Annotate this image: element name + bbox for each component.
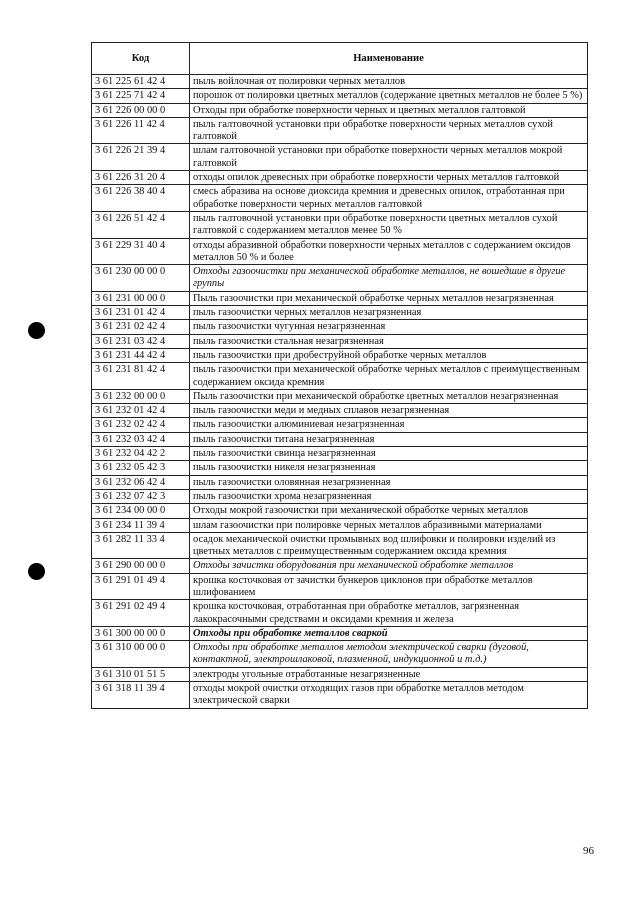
row-code: 3 61 290 00 00 0 <box>92 559 190 573</box>
row-code: 3 61 231 00 00 0 <box>92 291 190 305</box>
row-name: пыль газоочистки хрома незагрязненная <box>190 489 588 503</box>
row-name: пыль газоочистки меди и медных сплавов незагрязненная <box>190 404 588 418</box>
binder-hole-bottom <box>28 563 45 580</box>
table-row <box>92 447 588 461</box>
row-code: 3 61 231 03 42 4 <box>92 334 190 348</box>
row-name: пыль войлочная от полировки черных металлов <box>190 75 588 89</box>
table-row <box>92 171 588 185</box>
row-code: 3 61 282 11 33 4 <box>92 532 190 559</box>
row-code: 3 61 230 00 00 0 <box>92 265 190 292</box>
row-code: 3 61 232 03 42 4 <box>92 432 190 446</box>
row-name: порошок от полировки цветных металлов (содержание цветных металлов не более 5 %) <box>190 89 588 103</box>
table-row <box>92 504 588 518</box>
row-code: 3 61 232 05 42 3 <box>92 461 190 475</box>
table-row <box>92 626 588 640</box>
row-name: осадок механической очистки промывных вод шлифовки и полировки изделий из цветных металлов с преимущественным содержанием оксида кремния <box>190 532 588 559</box>
table-row <box>92 334 588 348</box>
row-code: 3 61 234 11 39 4 <box>92 518 190 532</box>
header-name: Наименование <box>190 43 588 75</box>
row-name: Пыль газоочистки при механической обработке черных металлов незагрязненная <box>190 291 588 305</box>
row-name: Отходы при обработке металлов методом электрической сварки (дуговой, контактной, электрошлаковой, плазменной, индукционной и т.д.) <box>190 641 588 668</box>
row-name: Отходы зачистки оборудования при механической обработке металлов <box>190 559 588 573</box>
row-code: 3 61 231 01 42 4 <box>92 306 190 320</box>
row-name: шлам газоочистки при полировке черных металлов абразивными материалами <box>190 518 588 532</box>
row-code: 3 61 231 44 42 4 <box>92 348 190 362</box>
row-name: пыль газоочистки чугунная незагрязненная <box>190 320 588 334</box>
row-code: 3 61 232 02 42 4 <box>92 418 190 432</box>
table-row <box>92 475 588 489</box>
table-row <box>92 404 588 418</box>
table-row <box>92 238 588 265</box>
row-name: электроды угольные отработанные незагрязненные <box>190 667 588 681</box>
header-code: Код <box>92 43 190 75</box>
table-row <box>92 211 588 238</box>
row-name: пыль газоочистки при дробеструйной обработке черных металлов <box>190 348 588 362</box>
row-code: 3 61 310 01 51 5 <box>92 667 190 681</box>
row-name: пыль галтовочной установки при обработке поверхности черных металлов сухой галтовкой <box>190 117 588 144</box>
row-code: 3 61 226 21 39 4 <box>92 144 190 171</box>
row-code: 3 61 291 01 49 4 <box>92 573 190 600</box>
row-code: 3 61 318 11 39 4 <box>92 682 190 709</box>
row-code: 3 61 226 00 00 0 <box>92 103 190 117</box>
row-name: крошка косточковая, отработанная при обработке металлов, загрязненная лакокрасочными средствами и оксидами кремния и железа <box>190 600 588 627</box>
row-name: отходы мокрой очистки отходящих газов при обработке металлов методом электрической сварки <box>190 682 588 709</box>
page-number: 96 <box>583 845 594 857</box>
table-row <box>92 489 588 503</box>
table-row <box>92 185 588 212</box>
table-row <box>92 320 588 334</box>
table-row <box>92 432 588 446</box>
row-name: отходы абразивной обработки поверхности черных металлов с содержанием оксидов металлов 50 % и более <box>190 238 588 265</box>
row-code: 3 61 231 02 42 4 <box>92 320 190 334</box>
row-name: смесь абразива на основе диоксида кремния и древесных опилок, отработанная при обработке поверхности черных металлов галтовкой <box>190 185 588 212</box>
row-code: 3 61 225 61 42 4 <box>92 75 190 89</box>
table-row <box>92 518 588 532</box>
table-row <box>92 89 588 103</box>
row-name: отходы опилок древесных при обработке поверхности черных металлов галтовкой <box>190 171 588 185</box>
row-name: крошка косточковая от зачистки бункеров циклонов при обработке металлов шлифованием <box>190 573 588 600</box>
row-name: пыль газоочистки при механической обработке черных металлов с преимущественным содержанием оксида кремния <box>190 363 588 390</box>
table-row <box>92 75 588 89</box>
row-code: 3 61 231 81 42 4 <box>92 363 190 390</box>
row-name: пыль газоочистки алюминиевая незагрязненная <box>190 418 588 432</box>
row-code: 3 61 226 11 42 4 <box>92 117 190 144</box>
table-row <box>92 667 588 681</box>
table-row <box>92 389 588 403</box>
row-code: 3 61 232 06 42 4 <box>92 475 190 489</box>
row-name: шлам галтовочной установки при обработке поверхности черных металлов мокрой галтовкой <box>190 144 588 171</box>
row-name: Отходы мокрой газоочистки при механической обработке черных металлов <box>190 504 588 518</box>
row-name: пыль газоочистки черных металлов незагрязненная <box>190 306 588 320</box>
row-code: 3 61 226 31 20 4 <box>92 171 190 185</box>
table-row <box>92 265 588 292</box>
row-code: 3 61 232 04 42 2 <box>92 447 190 461</box>
row-name: пыль газоочистки свинца незагрязненная <box>190 447 588 461</box>
row-code: 3 61 232 07 42 3 <box>92 489 190 503</box>
waste-classification-table <box>91 42 588 709</box>
row-name: пыль газоочистки оловянная незагрязненная <box>190 475 588 489</box>
table-row <box>92 682 588 709</box>
table-row <box>92 363 588 390</box>
row-code: 3 61 225 71 42 4 <box>92 89 190 103</box>
table-row <box>92 573 588 600</box>
table-row <box>92 461 588 475</box>
table-row <box>92 306 588 320</box>
table-row <box>92 291 588 305</box>
row-code: 3 61 291 02 49 4 <box>92 600 190 627</box>
row-name: Отходы при обработке поверхности черных и цветных металлов галтовкой <box>190 103 588 117</box>
table-header-row <box>92 43 588 75</box>
row-code: 3 61 232 00 00 0 <box>92 389 190 403</box>
table-row <box>92 600 588 627</box>
table-row <box>92 532 588 559</box>
row-code: 3 61 226 38 40 4 <box>92 185 190 212</box>
row-name: пыль газоочистки титана незагрязненная <box>190 432 588 446</box>
row-name: Отходы при обработке металлов сваркой <box>190 626 588 640</box>
row-code: 3 61 234 00 00 0 <box>92 504 190 518</box>
row-code: 3 61 229 31 40 4 <box>92 238 190 265</box>
table-row <box>92 348 588 362</box>
table-row <box>92 117 588 144</box>
row-name: пыль галтовочной установки при обработке поверхности цветных металлов сухой галтовкой с содержанием металлов менее 50 % <box>190 211 588 238</box>
row-code: 3 61 232 01 42 4 <box>92 404 190 418</box>
row-name: Пыль газоочистки при механической обработке цветных металлов незагрязненная <box>190 389 588 403</box>
table-body <box>92 75 588 709</box>
row-name: Отходы газоочистки при механической обработке металлов, не вошедшие в другие группы <box>190 265 588 292</box>
row-name: пыль газоочистки никеля незагрязненная <box>190 461 588 475</box>
table-row <box>92 418 588 432</box>
row-code: 3 61 310 00 00 0 <box>92 641 190 668</box>
row-code: 3 61 226 51 42 4 <box>92 211 190 238</box>
table-row <box>92 144 588 171</box>
table-row <box>92 559 588 573</box>
binder-hole-top <box>28 322 45 339</box>
row-name: пыль газоочистки стальная незагрязненная <box>190 334 588 348</box>
table-row <box>92 103 588 117</box>
table-row <box>92 641 588 668</box>
row-code: 3 61 300 00 00 0 <box>92 626 190 640</box>
